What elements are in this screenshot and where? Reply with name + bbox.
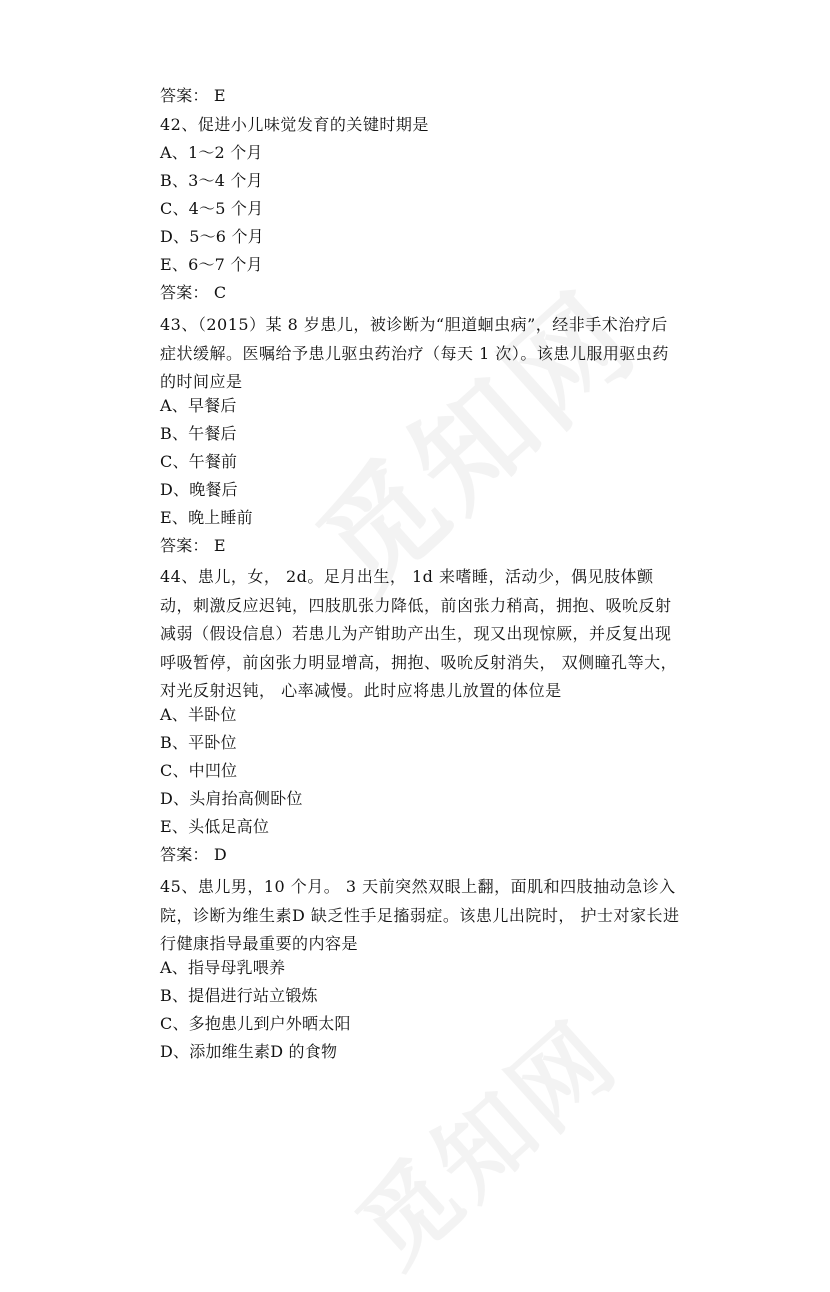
- question-45-option-c: C、多抱患儿到户外晒太阳: [160, 1014, 351, 1033]
- watermark-bottom: [323, 985, 642, 1292]
- question-43-option-a: A、早餐后: [160, 396, 237, 415]
- question-44-option-c: C、中凹位: [160, 761, 238, 780]
- question-44-option-a: A、半卧位: [160, 705, 237, 724]
- question-45-option-b: B、提倡进行站立锻炼: [160, 986, 318, 1005]
- question-43-option-b: B、午餐后: [160, 424, 237, 443]
- answer-43: 答案： E: [160, 536, 226, 555]
- question-43-option-d: D、晚餐后: [160, 480, 238, 499]
- question-42-option-e: E、6～7 个月: [160, 255, 263, 274]
- question-42: 42、促进小儿味觉发育的关键时期是: [160, 115, 429, 134]
- question-44-option-b: B、平卧位: [160, 733, 237, 752]
- question-45-option-a: A、指导母乳喂养: [160, 958, 286, 977]
- question-44: 44、患儿，女， 2d。足月出生， 1d 来嗜睡，活动少，偶见肢体颤动，刺激反应迟钝，四肢肌张力降低，前囟张力稍高，拥抱、吸吮反射减弱（假设信息）若患儿为产钳助产出生，现又出现惊厥，并反复出现呼吸暂停，前囟张力明显增高，拥抱、吸吮反射消失， 双侧瞳孔等大，对光反射迟钝， 心率减慢。此时应将患儿放置的体位是: [160, 567, 678, 700]
- question-45-option-d: D、添加维生素D 的食物: [160, 1042, 338, 1061]
- answer-44: 答案： D: [160, 845, 227, 864]
- question-44-option-d: D、头肩抬高侧卧位: [160, 789, 303, 808]
- question-45: 45、患儿男，10 个月。 3 天前突然双眼上翻，面肌和四肢抽动急诊入院，诊断为维生素D 缺乏性手足搐弱症。该患儿出院时， 护士对家长进行健康指导最重要的内容是: [160, 877, 680, 953]
- question-43-option-e: E、晚上睡前: [160, 508, 253, 527]
- question-42-option-c: C、4～5 个月: [160, 199, 264, 218]
- question-43: 43、（2015）某 8 岁患儿，被诊断为“胆道蛔虫病”，经非手术治疗后症状缓解。医嘱给予患儿驱虫药治疗（每天 1 次）。该患儿服用驱虫药的时间应是: [160, 315, 669, 391]
- answer-41: 答案： E: [160, 86, 226, 105]
- question-42-option-a: A、1～2 个月: [160, 143, 263, 162]
- question-43-option-c: C、午餐前: [160, 452, 238, 471]
- question-44-option-e: E、头低足高位: [160, 817, 270, 836]
- question-42-option-d: D、5～6 个月: [160, 227, 264, 246]
- question-42-option-b: B、3～4 个月: [160, 171, 263, 190]
- answer-42: 答案： C: [160, 283, 227, 302]
